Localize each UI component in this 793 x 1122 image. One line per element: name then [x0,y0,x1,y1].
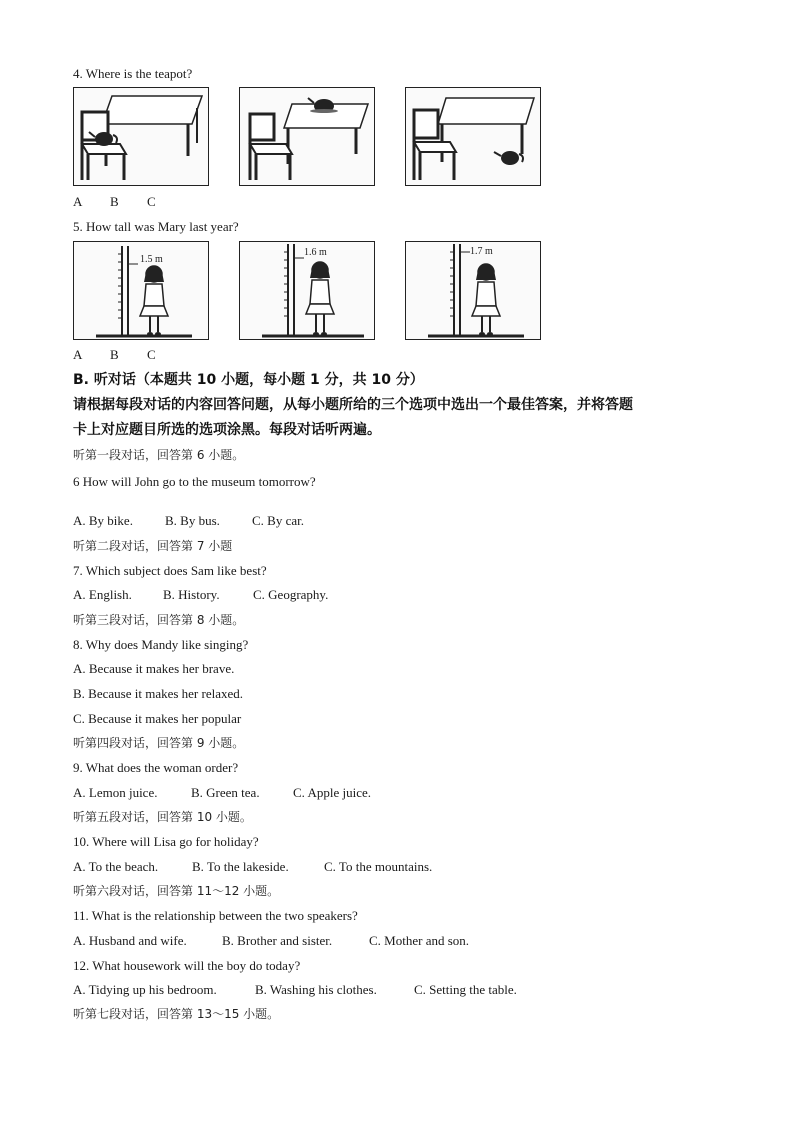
q9-question: 9. What does the woman order? [73,760,239,775]
q9-option-c: C. Apple juice. [293,785,371,800]
q4-label-c: C [147,194,156,209]
dialogue-3-note: 听第三段对话，回答第 8 小题。 [73,613,245,627]
q12-option-b: B. Washing his clothes. [255,982,377,997]
q11-option-b: B. Brother and sister. [222,933,333,948]
q7-options [73,587,328,603]
height-label-c: 1.7 m [470,246,493,257]
q9-option-b: B. Green tea. [191,785,260,800]
girl-icon [140,266,168,336]
q9-option-a: A. Lemon juice. [73,785,158,800]
q4-label-b: B [110,194,119,209]
dialogue-4-note: 听第四段对话，回答第 9 小题。 [73,736,245,750]
q4-image-b [239,87,375,186]
q10-option-c: C. To the mountains. [324,859,433,874]
q11-option-a: A. Husband and wife. [73,933,187,948]
q7-question: 7. Which subject does Sam like best? [73,563,267,578]
dialogue-2-note: 听第二段对话，回答第 7 小题 [73,539,233,553]
q11-question: 11. What is the relationship between the two speakers? [73,908,358,923]
girl-height-ruler-c [406,242,540,339]
q12-question: 12. What housework will the boy do today? [73,958,301,973]
height-label-a: 1.5 m [140,254,163,265]
q5-label-c: C [147,347,156,362]
q6-question: 6 How will John go to the museum tomorrow? [73,474,316,489]
teapot-on-chair-illustration [74,88,208,185]
q10-question: 10. Where will Lisa go for holiday? [73,834,259,849]
q10-options [73,859,432,875]
q8-question: 8. Why does Mandy like singing? [73,637,249,652]
q4-option-labels [73,194,184,210]
q5-image-b [239,241,375,340]
q7-option-c: C. Geography. [253,587,329,602]
q12-options [73,982,517,998]
q6-option-c: C. By car. [252,513,304,528]
girl-height-ruler-a [74,242,208,339]
dialogue-6-note: 听第六段对话，回答第 11～12 小题。 [73,884,280,898]
q8-option-c: C. Because it makes her popular [73,711,242,726]
q9-options [73,785,371,801]
q5-image-a [73,241,209,340]
dialogue-5-note: 听第五段对话，回答第 10 小题。 [73,810,252,824]
section-b-instruction-1: 请根据每段对话的内容回答问题，从每小题所给的三个选项中选出一个最佳答案，并将答题 [73,397,633,413]
q5-label-a: A [73,347,83,362]
q4-label-a: A [73,194,83,209]
q4-image-c [405,87,541,186]
q6-options [73,513,304,529]
q4-image-a [73,87,209,186]
q10-option-b: B. To the lakeside. [192,859,289,874]
q12-option-c: C. Setting the table. [414,982,517,997]
q8-option-b: B. Because it makes her relaxed. [73,686,244,701]
q6-option-a: A. By bike. [73,513,133,528]
girl-height-ruler-b [240,242,374,339]
height-label-b: 1.6 m [304,247,327,258]
q5-option-labels [73,347,184,363]
section-b-title: B. 听对话（本题共 10 小题，每小题 1 分，共 10 分） [73,372,424,388]
teapot-on-table-illustration [240,88,374,185]
girl-icon [472,264,500,336]
q11-options [73,933,469,949]
q5-question: 5. How tall was Mary last year? [73,219,239,234]
q12-option-a: A. Tidying up his bedroom. [73,982,217,997]
q7-option-a: A. English. [73,587,132,602]
q11-option-c: C. Mother and son. [369,933,470,948]
girl-icon [306,262,334,336]
q5-label-b: B [110,347,119,362]
q4-question: 4. Where is the teapot? [73,66,193,81]
dialogue-1-note: 听第一段对话，回答第 6 小题。 [73,448,245,462]
q5-image-c [405,241,541,340]
teapot-under-table-illustration [406,88,540,185]
q6-option-b: B. By bus. [165,513,220,528]
q8-option-a: A. Because it makes her brave. [73,661,235,676]
section-b-instruction-2: 卡上对应题目所选的选项涂黑。每段对话听两遍。 [73,422,381,438]
q10-option-a: A. To the beach. [73,859,159,874]
dialogue-7-note: 听第七段对话，回答第 13～15 小题。 [73,1007,280,1021]
q7-option-b: B. History. [163,587,220,602]
